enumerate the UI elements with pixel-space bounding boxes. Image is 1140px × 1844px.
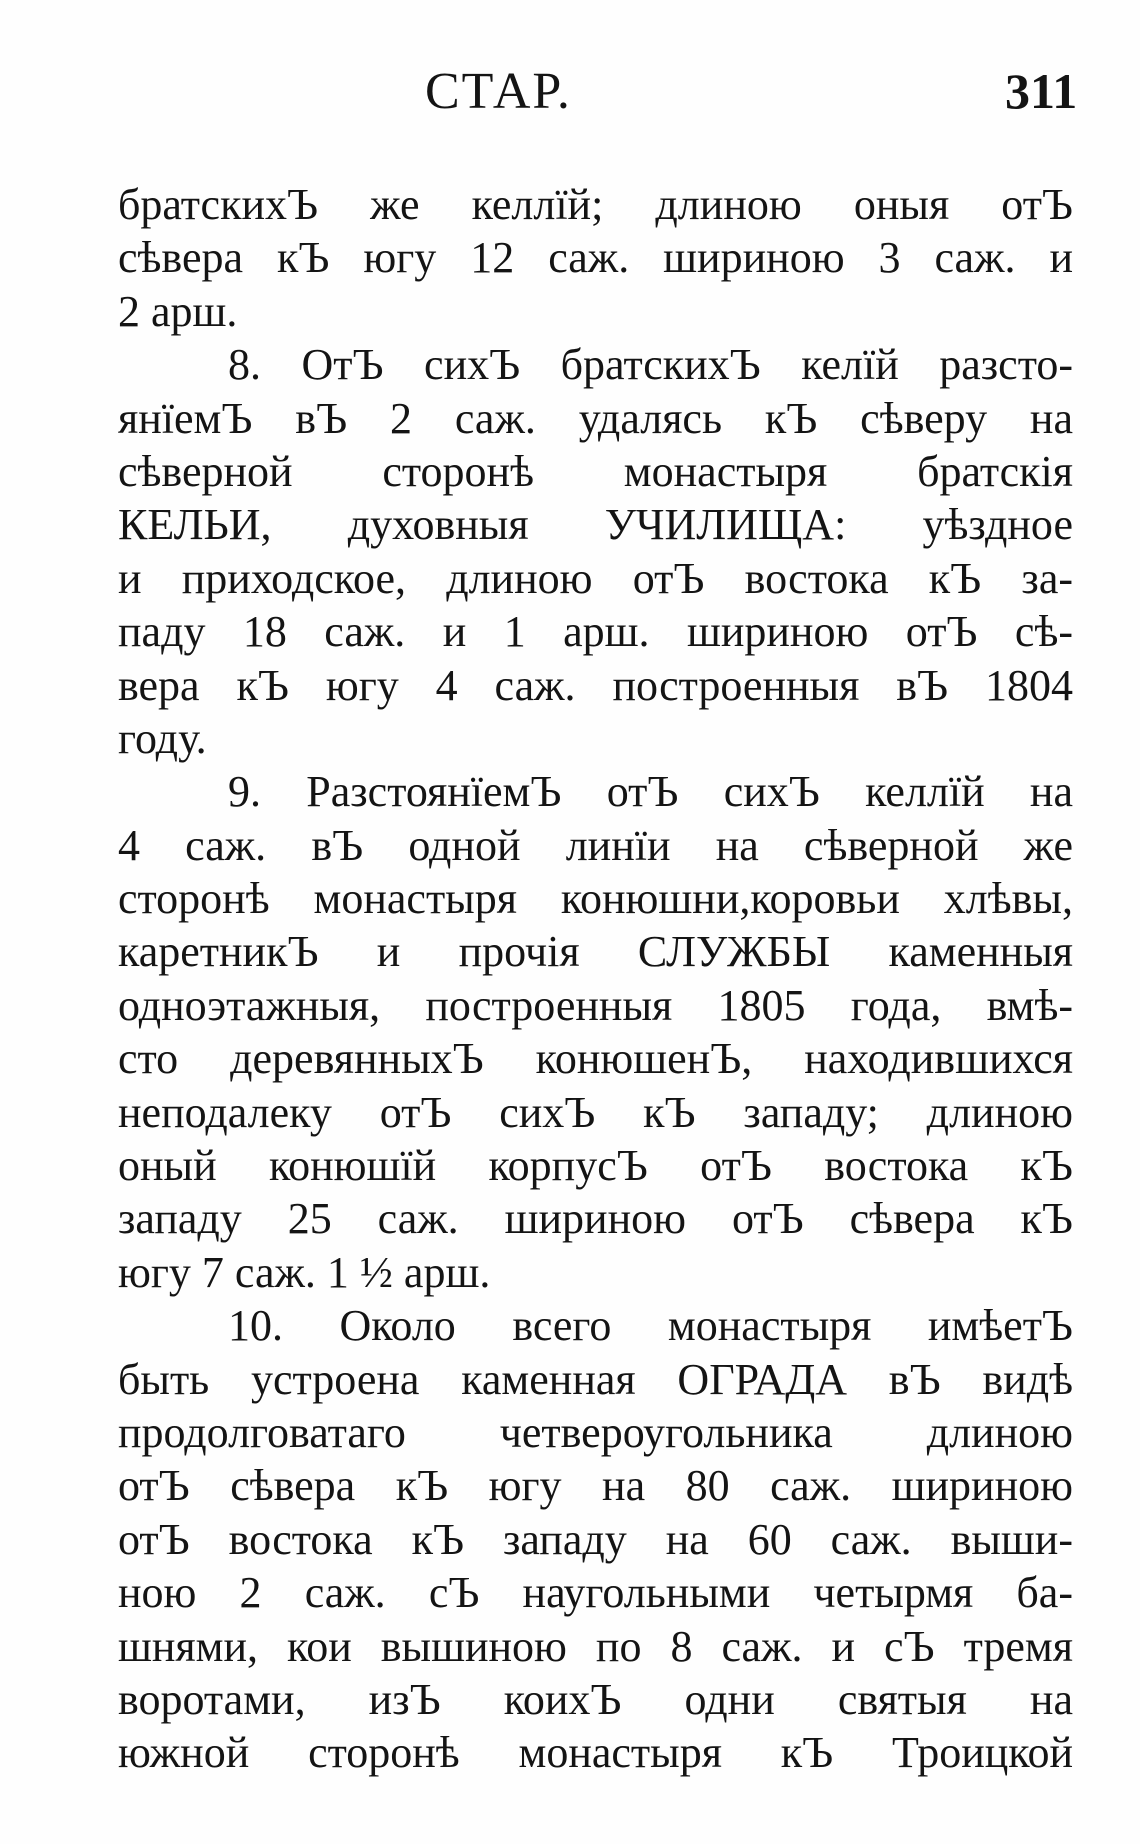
text-line: неподалеку отЪ сихЪ кЪ западу; длиною — [118, 1087, 1073, 1137]
text-line: шнями, кои вышиною по 8 саж. и сЪ тремя — [118, 1621, 1073, 1671]
text-line: 2 арш. — [118, 286, 238, 336]
body-text — [118, 178, 1073, 1780]
text-line: 4 саж. вЪ одной линїи на сѣверной же — [118, 820, 1073, 870]
text-line: югу 7 саж. 1 ½ арш. — [118, 1247, 491, 1297]
text-line: и приходское, длиною отЪ востока кЪ за- — [118, 553, 1073, 603]
text-line: году. — [118, 713, 207, 763]
text-line: вера кЪ югу 4 саж. построенныя вЪ 1804 — [118, 660, 1073, 710]
text-line: паду 18 саж. и 1 арш. шириною отЪ сѣ- — [118, 607, 1073, 657]
text-line: отЪ сѣвера кЪ югу на 80 саж. шириною — [118, 1461, 1073, 1511]
text-line: братскихЪ же келлїй; длиною оныя отЪ — [118, 180, 1073, 229]
paragraph-9-start: 9. РазстоянїемЪ отЪ сихЪ келлїй на — [228, 767, 1073, 817]
text-line: продолговатаго четвероугольника длиною — [118, 1407, 1073, 1457]
text-line: западу 25 саж. шириною отЪ сѣвера кЪ — [118, 1194, 1073, 1244]
text-line: янїемЪ вЪ 2 саж. удалясь кЪ сѣверу на — [118, 393, 1073, 443]
text-line: быть устроена каменная ОГРАДА вЪ видѣ — [118, 1354, 1073, 1404]
paragraph-10-start: 10. Около всего монастыря имѣетЪ — [228, 1301, 1073, 1351]
text-line: воротами, изЪ коихЪ одни святыя на — [118, 1674, 1073, 1724]
running-head: СТАР. — [425, 63, 572, 120]
text-line: КЕЛЬИ, духовныя УЧИЛИЩА: уѣздное — [118, 500, 1073, 550]
page-header — [0, 52, 1140, 122]
page-number: 311 — [1005, 63, 1078, 119]
text-line: сто деревянныхЪ конюшенЪ, находившихся — [118, 1034, 1073, 1084]
text-line: сторонѣ монастыря конюшни,коровьи хлѣвы, — [118, 874, 1073, 924]
text-line: южной сторонѣ монастыря кЪ Троицкой — [118, 1728, 1073, 1778]
text-line: оный конюшїй корпусЪ отЪ востока кЪ — [118, 1141, 1073, 1191]
text-line: каретникЪ и прочія СЛУЖБЫ каменныя — [118, 927, 1073, 977]
text-line: сѣвера кЪ югу 12 саж. шириною 3 саж. и — [118, 233, 1073, 283]
text-line: ною 2 саж. сЪ наугольными четырмя ба- — [118, 1568, 1073, 1618]
text-line: отЪ востока кЪ западу на 60 саж. выши- — [118, 1514, 1073, 1564]
text-line: одноэтажныя, построенныя 1805 года, вмѣ- — [118, 980, 1073, 1030]
paragraph-8-start: 8. ОтЪ сихЪ братскихЪ келїй разсто- — [228, 340, 1073, 390]
text-line: сѣверной сторонѣ монастыря братскія — [118, 446, 1073, 496]
